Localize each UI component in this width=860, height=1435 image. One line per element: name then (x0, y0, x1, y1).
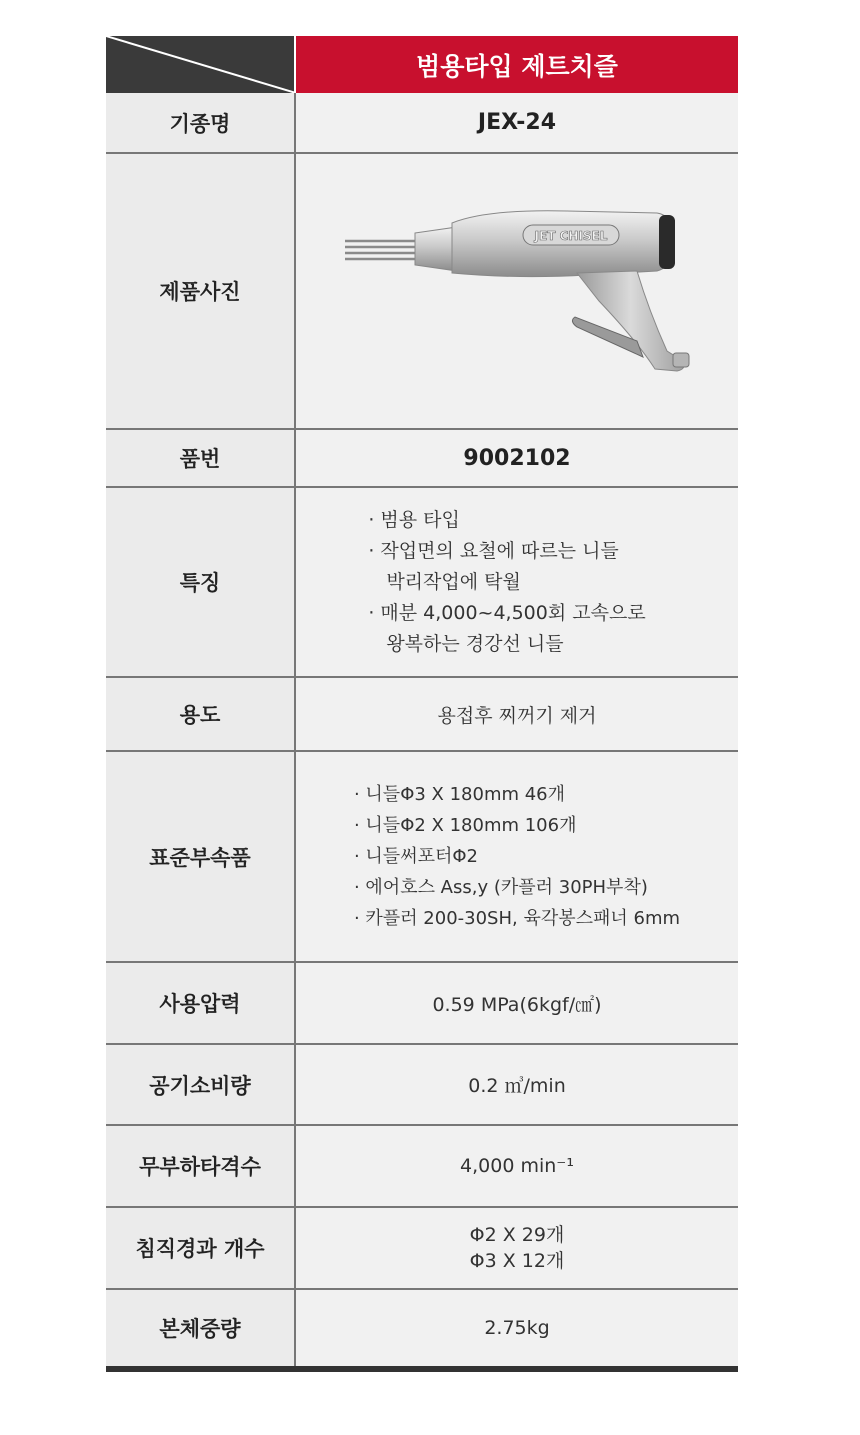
pressure-value: 0.59 MPa(6kgf/㎠) (296, 963, 738, 1043)
table-row (106, 678, 738, 752)
row-label-air: 공기소비량 (106, 1045, 296, 1124)
list-item: 박리작업에 탁월 (386, 570, 521, 593)
blows-value: 4,000 min⁻¹ (296, 1126, 738, 1206)
row-label-needles: 침직경과 개수 (106, 1208, 296, 1288)
row-label-part-no: 품번 (106, 430, 296, 486)
table-row (106, 1290, 738, 1372)
needles-line-1: Φ2 X 29개 (469, 1224, 565, 1246)
table-row (106, 1208, 738, 1290)
row-label-weight: 본체중량 (106, 1290, 296, 1366)
table-header (106, 36, 738, 93)
row-label-accessories: 표준부속품 (106, 752, 296, 961)
table-row (106, 1045, 738, 1126)
features-list (368, 505, 645, 660)
list-item: 왕복하는 경강선 니들 (386, 632, 564, 655)
needles-values (470, 1222, 565, 1274)
row-label-model: 기종명 (106, 93, 296, 152)
table-row (106, 1126, 738, 1208)
diagonal-line-icon (106, 36, 296, 93)
list-item: · 매분 4,000~4,500회 고속으로 (368, 601, 646, 624)
part-no-value: 9002102 (296, 430, 738, 486)
jet-chisel-product-image (337, 201, 697, 381)
table-row (106, 752, 738, 963)
accessories-cell (296, 752, 738, 961)
header-corner-cell (106, 36, 296, 93)
list-item: · 니들Φ3 X 180mm 46개 (353, 784, 566, 805)
features-cell (296, 488, 738, 676)
table-title: 범용타입 제트치즐 (296, 36, 738, 93)
row-label-features: 특징 (106, 488, 296, 676)
air-value: 0.2 ㎥/min (296, 1045, 738, 1124)
needles-line-2: Φ3 X 12개 (469, 1250, 565, 1272)
model-value: JEX-24 (296, 93, 738, 152)
needles-cell (296, 1208, 738, 1288)
list-item: · 니들써포터Φ2 (353, 846, 478, 867)
list-item: · 작업면의 요철에 따르는 니들 (368, 539, 619, 562)
list-item: · 범용 타입 (368, 508, 460, 531)
usage-value: 용접후 찌꺼기 제거 (296, 678, 738, 750)
row-label-photo: 제품사진 (106, 154, 296, 428)
accessories-list (354, 779, 680, 934)
row-label-pressure: 사용압력 (106, 963, 296, 1043)
row-label-usage: 용도 (106, 678, 296, 750)
table-row (106, 93, 738, 154)
list-item: · 카플러 200-30SH, 육각봉스패너 6mm (353, 908, 681, 929)
row-label-blows: 무부하타격수 (106, 1126, 296, 1206)
table-row (106, 430, 738, 488)
product-badge-text: JET CHISEL (534, 229, 608, 243)
weight-value: 2.75kg (296, 1290, 738, 1366)
table-row (106, 963, 738, 1045)
spec-table (106, 36, 738, 1372)
list-item: · 니들Φ2 X 180mm 106개 (353, 815, 577, 836)
table-row (106, 488, 738, 678)
product-photo-cell (296, 154, 738, 428)
list-item: · 에어호스 Ass,y (카플러 30PH부착) (353, 877, 648, 898)
table-row (106, 154, 738, 430)
